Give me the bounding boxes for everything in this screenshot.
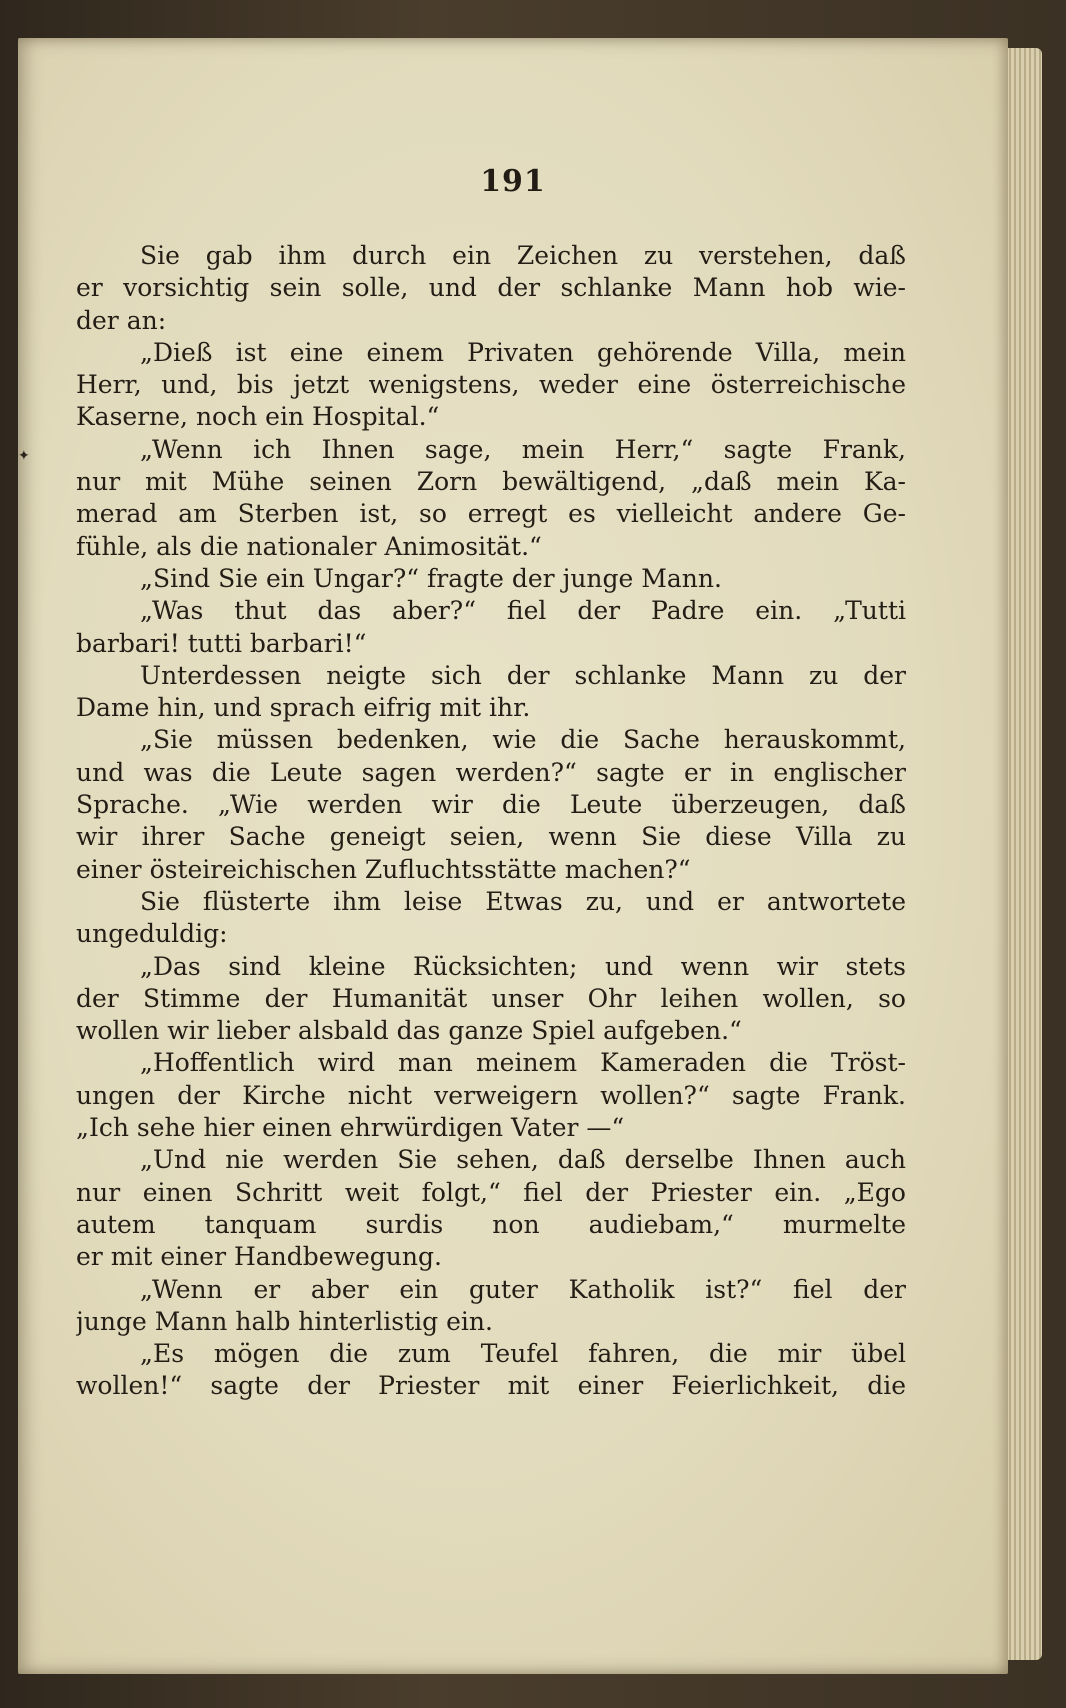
text-line: wollen!“ sagte der Priester mit einer Feierlichkeit, die [76,1371,906,1401]
text-line: Sie flüsterte ihm leise Etwas zu, und er antwortete [140,886,906,916]
text-line: fühle, als die nationaler Animosität.“ [76,531,542,561]
text-line: der an: [76,305,167,335]
text-line: autem tanquam surdis non audiebam,“ murmelte [76,1209,906,1239]
text-line: „Hoffentlich wird man meinem Kameraden die Tröst- [140,1048,906,1078]
text-line: Unterdessen neigte sich der schlanke Mann zu der [140,660,906,690]
text-line: „Ich sehe hier einen ehrwürdigen Vater —“ [76,1113,625,1143]
text-line: Dame hin, und sprach eifrig mit ihr. [76,693,531,723]
text-line: er mit einer Handbewegung. [76,1242,442,1272]
text-line: barbari! tutti barbari!“ [76,628,367,658]
text-line: Herr, und, bis jetzt wenigstens, weder eine österreichische [76,370,906,400]
gutter-mark: ✦ [18,448,30,464]
text-line: nur einen Schritt weit folgt,“ fiel der Priester ein. „Ego [76,1177,906,1207]
text-line: merad am Sterben ist, so erregt es vielleicht andere Ge- [76,499,906,529]
book-page [18,38,1008,1674]
page-number: 191 [480,164,546,199]
text-line: „Wenn er aber ein guter Katholik ist?“ fiel der [140,1274,906,1304]
text-line: er vorsichtig sein solle, und der schlanke Mann hob wie- [76,273,906,303]
text-line: „Sie müssen bedenken, wie die Sache herauskommt, [140,725,906,755]
text-line: „Und nie werden Sie sehen, daß derselbe Ihnen auch [140,1145,906,1175]
text-line: junge Mann halb hinterlistig ein. [76,1306,493,1336]
text-line: wir ihrer Sache geneigt seien, wenn Sie diese Villa zu [76,822,906,852]
text-line: Sprache. „Wie werden wir die Leute überzeugen, daß [76,790,906,820]
text-line: der Stimme der Humanität unser Ohr leihen wollen, so [76,983,906,1013]
body-text [76,240,906,1403]
text-line: ungeduldig: [76,919,228,949]
text-line: „Was thut das aber?“ fiel der Padre ein. „Tutti [140,596,906,626]
text-line: und was die Leute sagen werden?“ sagte er in englischer [76,757,906,787]
text-line: nur mit Mühe seinen Zorn bewältigend, „daß mein Ka- [76,467,906,497]
text-line: „Dieß ist eine einem Privaten gehörende Villa, mein [140,337,906,367]
text-line: ungen der Kirche nicht verweigern wollen?“ sagte Frank. [76,1080,906,1110]
text-line: wollen wir lieber alsbald das ganze Spiel aufgeben.“ [76,1016,742,1046]
text-line: „Wenn ich Ihnen sage, mein Herr,“ sagte Frank, [140,434,906,464]
text-line: Sie gab ihm durch ein Zeichen zu verstehen, daß [140,241,906,270]
text-line: „Es mögen die zum Teufel fahren, die mir übel [140,1339,906,1369]
text-line: „Sind Sie ein Ungar?“ fragte der junge Mann. [140,563,722,593]
text-line: Kaserne, noch ein Hospital.“ [76,402,440,432]
text-line: einer östeireichischen Zufluchtsstätte machen?“ [76,854,691,884]
text-line: „Das sind kleine Rücksichten; und wenn wir stets [140,951,906,981]
